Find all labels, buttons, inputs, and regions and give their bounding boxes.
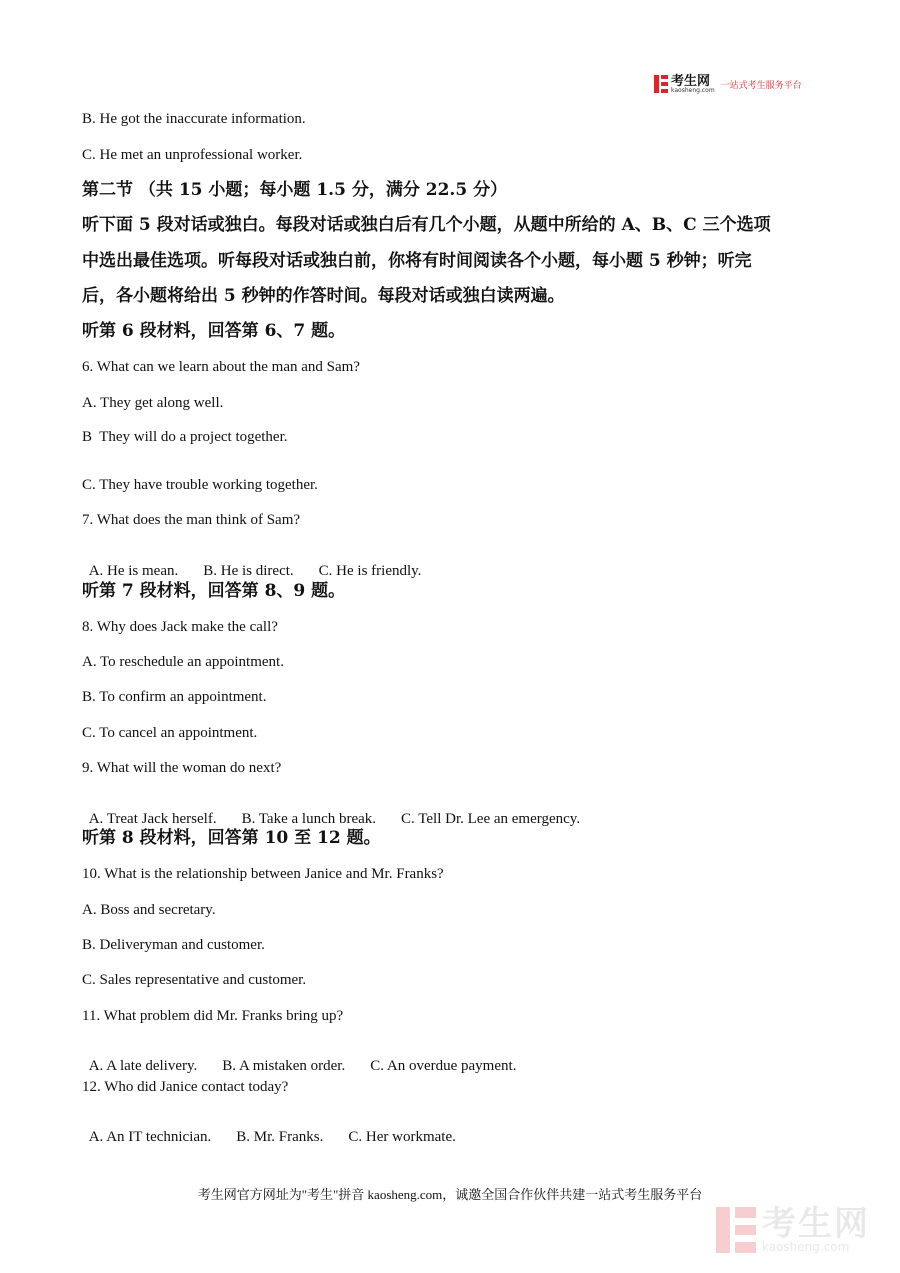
option-6a: A. They get along well.	[82, 395, 224, 411]
question-7: 7. What does the man think of Sam?	[82, 512, 301, 528]
question-9-options	[82, 797, 605, 827]
option-12c: C. Her workmate.	[348, 1129, 456, 1145]
option-8a: A. To reschedule an appointment.	[82, 654, 284, 670]
option-11b: B. A mistaken order.	[222, 1058, 346, 1074]
question-11: 11. What problem did Mr. Franks bring up?	[82, 1008, 344, 1024]
option-11c: C. An overdue payment.	[370, 1058, 517, 1074]
section-title: 第二节 （共 15 小题；每小题 1.5 分，满分 22.5 分）	[82, 180, 508, 200]
option-8c: C. To cancel an appointment.	[82, 725, 258, 741]
question-12-options	[82, 1115, 481, 1145]
instructions-line-2: 中选出最佳选项。听每段对话或独白前，你将有时间阅读各个小题，每小题 5 秒钟；听完	[82, 251, 752, 271]
option-11a: A. A late delivery.	[88, 1058, 198, 1074]
question-10: 10. What is the relationship between Janice and Mr. Franks?	[82, 866, 444, 882]
logo-text: 考生网	[671, 73, 711, 89]
watermark	[716, 1204, 870, 1254]
passage-6-heading: 听第 6 段材料，回答第 6、7 题。	[82, 321, 346, 341]
page-footer: 考生网官方网址为"考生"拼音 kaosheng.com，诚邀全国合作伙伴共建一站式考生服务平台	[197, 1187, 703, 1202]
option-10c: C. Sales representative and customer.	[82, 972, 307, 988]
option-9b: B. Take a lunch break.	[241, 811, 377, 827]
logo-domain: kaosheng.com	[671, 86, 715, 94]
question-11-options	[82, 1044, 541, 1074]
option-10a: A. Boss and secretary.	[82, 902, 216, 918]
question-7-options	[82, 549, 446, 579]
question-8: 8. Why does Jack make the call?	[82, 619, 278, 635]
option-7a: A. He is mean.	[88, 563, 179, 579]
question-6: 6. What can we learn about the man and Sam?	[82, 359, 360, 375]
question-9: 9. What will the woman do next?	[82, 760, 282, 776]
watermark-logo-icon	[716, 1207, 756, 1253]
passage-8-heading: 听第 8 段材料，回答第 10 至 12 题。	[82, 828, 381, 848]
kaosheng-logo-icon	[654, 75, 668, 93]
header-logo	[654, 73, 802, 95]
option-5b: B. He got the inaccurate information.	[82, 111, 306, 127]
question-12: 12. Who did Janice contact today?	[82, 1079, 289, 1095]
option-9c: C. Tell Dr. Lee an emergency.	[401, 811, 581, 827]
option-12a: A. An IT technician.	[88, 1129, 212, 1145]
option-8b: B. To confirm an appointment.	[82, 689, 267, 705]
option-7b: B. He is direct.	[203, 563, 294, 579]
watermark-domain: kaosheng.com	[762, 1240, 850, 1254]
option-7c: C. He is friendly.	[318, 563, 422, 579]
option-5c: C. He met an unprofessional worker.	[82, 147, 303, 163]
option-6b: B They will do a project together.	[82, 429, 288, 445]
instructions-line-3: 后，各小题将给出 5 秒钟的作答时间。每段对话或独白读两遍。	[82, 286, 565, 306]
header-slogan: 一站式考生服务平台	[720, 80, 802, 91]
watermark-text: 考生网	[762, 1204, 870, 1244]
option-6c: C. They have trouble working together.	[82, 477, 318, 493]
option-10b: B. Deliveryman and customer.	[82, 937, 265, 953]
option-12b: B. Mr. Franks.	[236, 1129, 324, 1145]
instructions-line-1: 听下面 5 段对话或独白。每段对话或独白后有几个小题，从题中所给的 A、B、C 三个选项	[82, 215, 771, 235]
passage-7-heading: 听第 7 段材料，回答第 8、9 题。	[82, 581, 346, 601]
option-9a: A. Treat Jack herself.	[88, 811, 217, 827]
